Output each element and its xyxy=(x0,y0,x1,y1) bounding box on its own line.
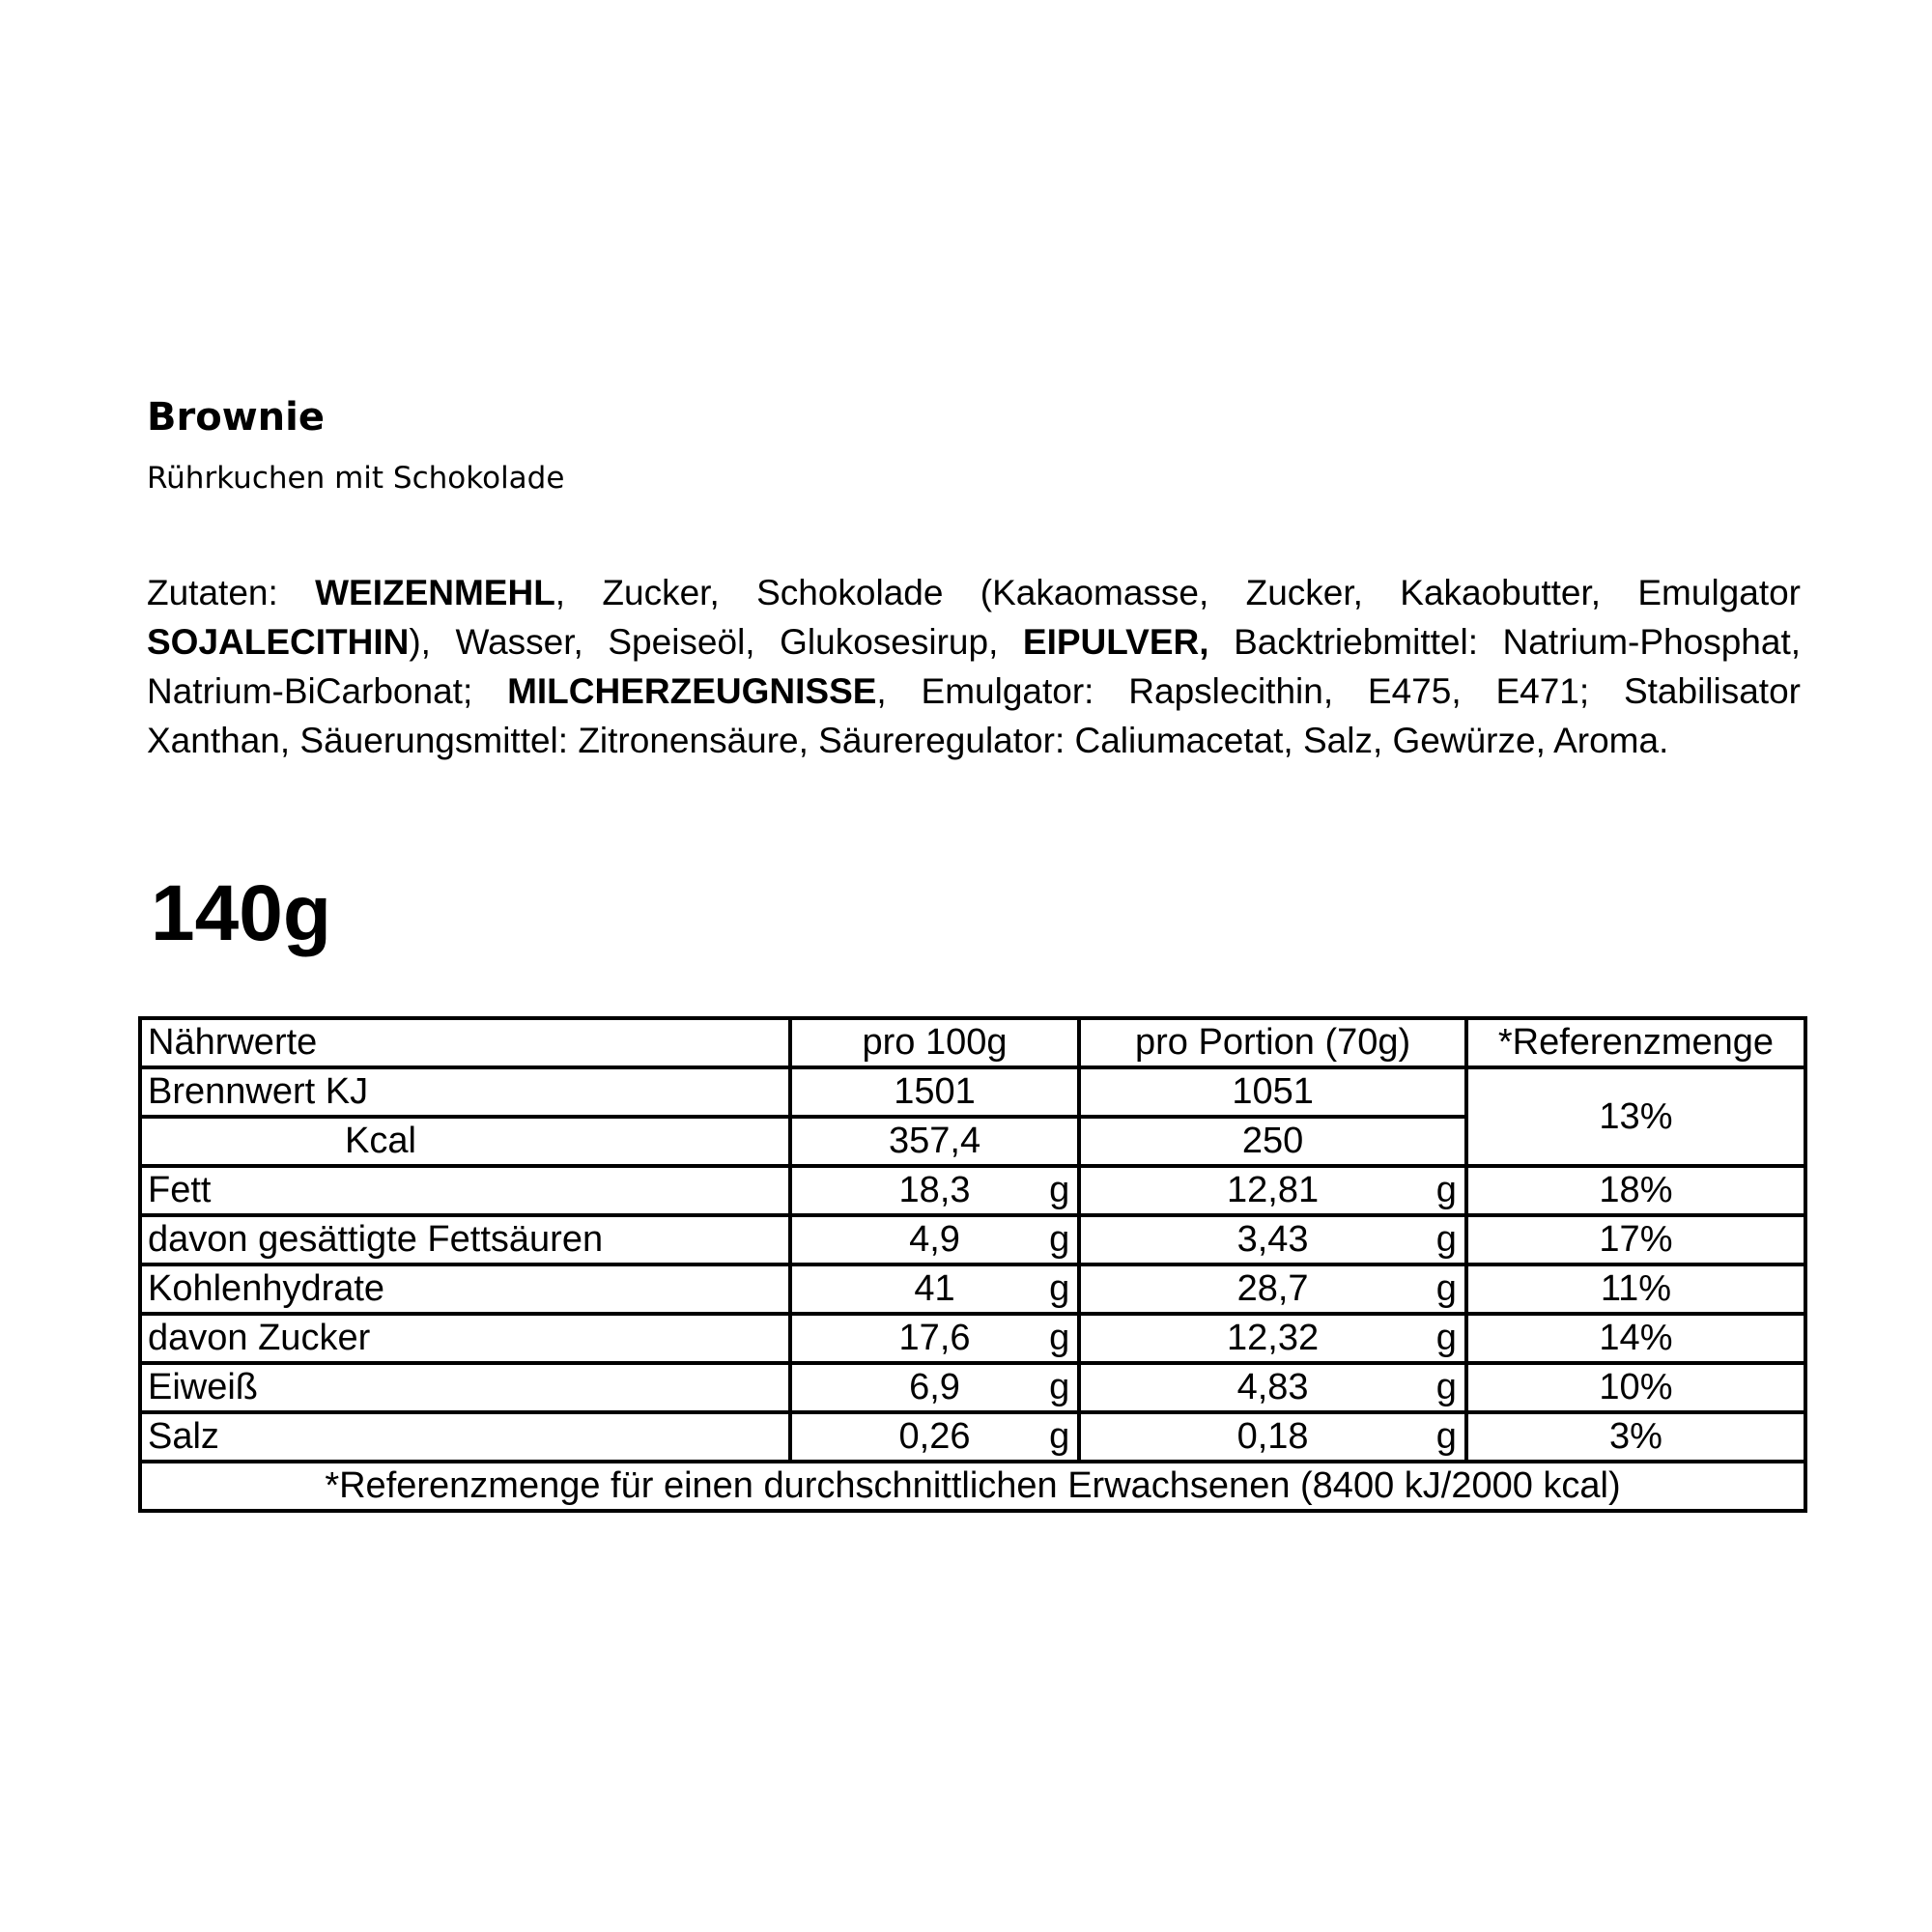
value-reference: 3% xyxy=(1466,1412,1805,1462)
value-unit: g xyxy=(1435,1318,1457,1358)
net-weight: 140g xyxy=(151,869,331,957)
value-reference: 18% xyxy=(1466,1166,1805,1215)
ingredients-part: , Zucker, Schokolade (Kakaomasse, Zucker, Kakaobutter, Emulgator xyxy=(554,573,1801,612)
table-row xyxy=(140,1215,1805,1264)
table-row xyxy=(140,1412,1805,1462)
nutrition-table xyxy=(138,1016,1807,1513)
allergen-soy: SOJALECITHIN xyxy=(147,622,410,662)
row-label: Brennwert KJ xyxy=(140,1067,790,1117)
value-per-100g xyxy=(790,1215,1079,1264)
value-reference: 10% xyxy=(1466,1363,1805,1412)
table-footnote-row xyxy=(140,1462,1805,1511)
allergen-wheat: WEIZENMEHL xyxy=(315,573,555,612)
allergen-milk: MILCHERZEUGNISSE xyxy=(507,671,877,711)
ingredients-text xyxy=(147,568,1801,765)
table-row xyxy=(140,1166,1805,1215)
value-reference: 11% xyxy=(1466,1264,1805,1314)
value-number: 41 xyxy=(914,1268,955,1309)
value-reference: 13% xyxy=(1466,1067,1805,1166)
value-number: 6,9 xyxy=(909,1367,960,1407)
row-label: davon Zucker xyxy=(140,1314,790,1363)
value-unit: g xyxy=(1049,1416,1070,1457)
header-per-100g: pro 100g xyxy=(790,1018,1079,1067)
table-row xyxy=(140,1314,1805,1363)
value-number: 28,7 xyxy=(1236,1268,1309,1309)
value-number: 12,81 xyxy=(1227,1170,1320,1210)
value-unit: g xyxy=(1049,1170,1070,1210)
value-number: 17,6 xyxy=(898,1318,971,1358)
value-per-portion xyxy=(1079,1314,1466,1363)
value-number: 0,26 xyxy=(898,1416,971,1457)
header-reference: *Referenzmenge xyxy=(1466,1018,1805,1067)
value-unit: g xyxy=(1435,1219,1457,1260)
value-per-100g: 357,4 xyxy=(790,1117,1079,1166)
value-per-portion xyxy=(1079,1264,1466,1314)
value-number: 4,9 xyxy=(909,1219,960,1260)
reference-footnote: *Referenzmenge für einen durchschnittlichen Erwachsenen (8400 kJ/2000 kcal) xyxy=(140,1462,1805,1511)
value-number: 0,18 xyxy=(1236,1416,1309,1457)
value-per-portion xyxy=(1079,1215,1466,1264)
value-per-portion xyxy=(1079,1412,1466,1462)
ingredients-part: , Emulgator: Rapslecithin, E475, E471; Stabilisator Xanthan, Säuerungsmittel: Zitronensäure, Säureregulator: Caliumacetat, Salz, Gewürze, Aroma. xyxy=(147,671,1801,760)
row-label: davon gesättigte Fettsäuren xyxy=(140,1215,790,1264)
value-per-100g xyxy=(790,1314,1079,1363)
row-label: Eiweiß xyxy=(140,1363,790,1412)
product-title: Brownie xyxy=(147,395,325,440)
value-per-portion xyxy=(1079,1166,1466,1215)
value-per-portion: 1051 xyxy=(1079,1067,1466,1117)
product-subtitle: Rührkuchen mit Schokolade xyxy=(147,461,565,496)
value-per-100g: 1501 xyxy=(790,1067,1079,1117)
value-per-100g xyxy=(790,1363,1079,1412)
row-label: Salz xyxy=(140,1412,790,1462)
header-nutrients: Nährwerte xyxy=(140,1018,790,1067)
allergen-egg: EIPULVER, xyxy=(1022,622,1209,662)
table-row xyxy=(140,1264,1805,1314)
value-unit: g xyxy=(1049,1268,1070,1309)
value-unit: g xyxy=(1049,1367,1070,1407)
table-header-row xyxy=(140,1018,1805,1067)
table-row xyxy=(140,1363,1805,1412)
value-unit: g xyxy=(1435,1268,1457,1309)
value-per-100g xyxy=(790,1412,1079,1462)
header-per-portion: pro Portion (70g) xyxy=(1079,1018,1466,1067)
value-reference: 14% xyxy=(1466,1314,1805,1363)
ingredients-part: Zutaten: xyxy=(147,573,316,612)
ingredients-part: ), Wasser, Speiseöl, Glukosesirup, xyxy=(409,622,1023,662)
value-unit: g xyxy=(1435,1416,1457,1457)
value-per-portion: 250 xyxy=(1079,1117,1466,1166)
value-number: 18,3 xyxy=(898,1170,971,1210)
value-unit: g xyxy=(1049,1318,1070,1358)
value-per-100g xyxy=(790,1264,1079,1314)
ingredients-part: Backtriebmittel: Natrium-Phosphat, Natrium-BiCarbonat; xyxy=(147,622,1802,711)
row-label: Fett xyxy=(140,1166,790,1215)
value-unit: g xyxy=(1435,1367,1457,1407)
value-number: 4,83 xyxy=(1236,1367,1309,1407)
value-number: 12,32 xyxy=(1227,1318,1320,1358)
row-label: Kcal xyxy=(140,1117,790,1166)
value-reference: 17% xyxy=(1466,1215,1805,1264)
value-unit: g xyxy=(1049,1219,1070,1260)
value-per-portion xyxy=(1079,1363,1466,1412)
value-per-100g xyxy=(790,1166,1079,1215)
row-label: Kohlenhydrate xyxy=(140,1264,790,1314)
value-unit: g xyxy=(1435,1170,1457,1210)
table-row-energy-kj xyxy=(140,1067,1805,1117)
value-number: 3,43 xyxy=(1236,1219,1309,1260)
